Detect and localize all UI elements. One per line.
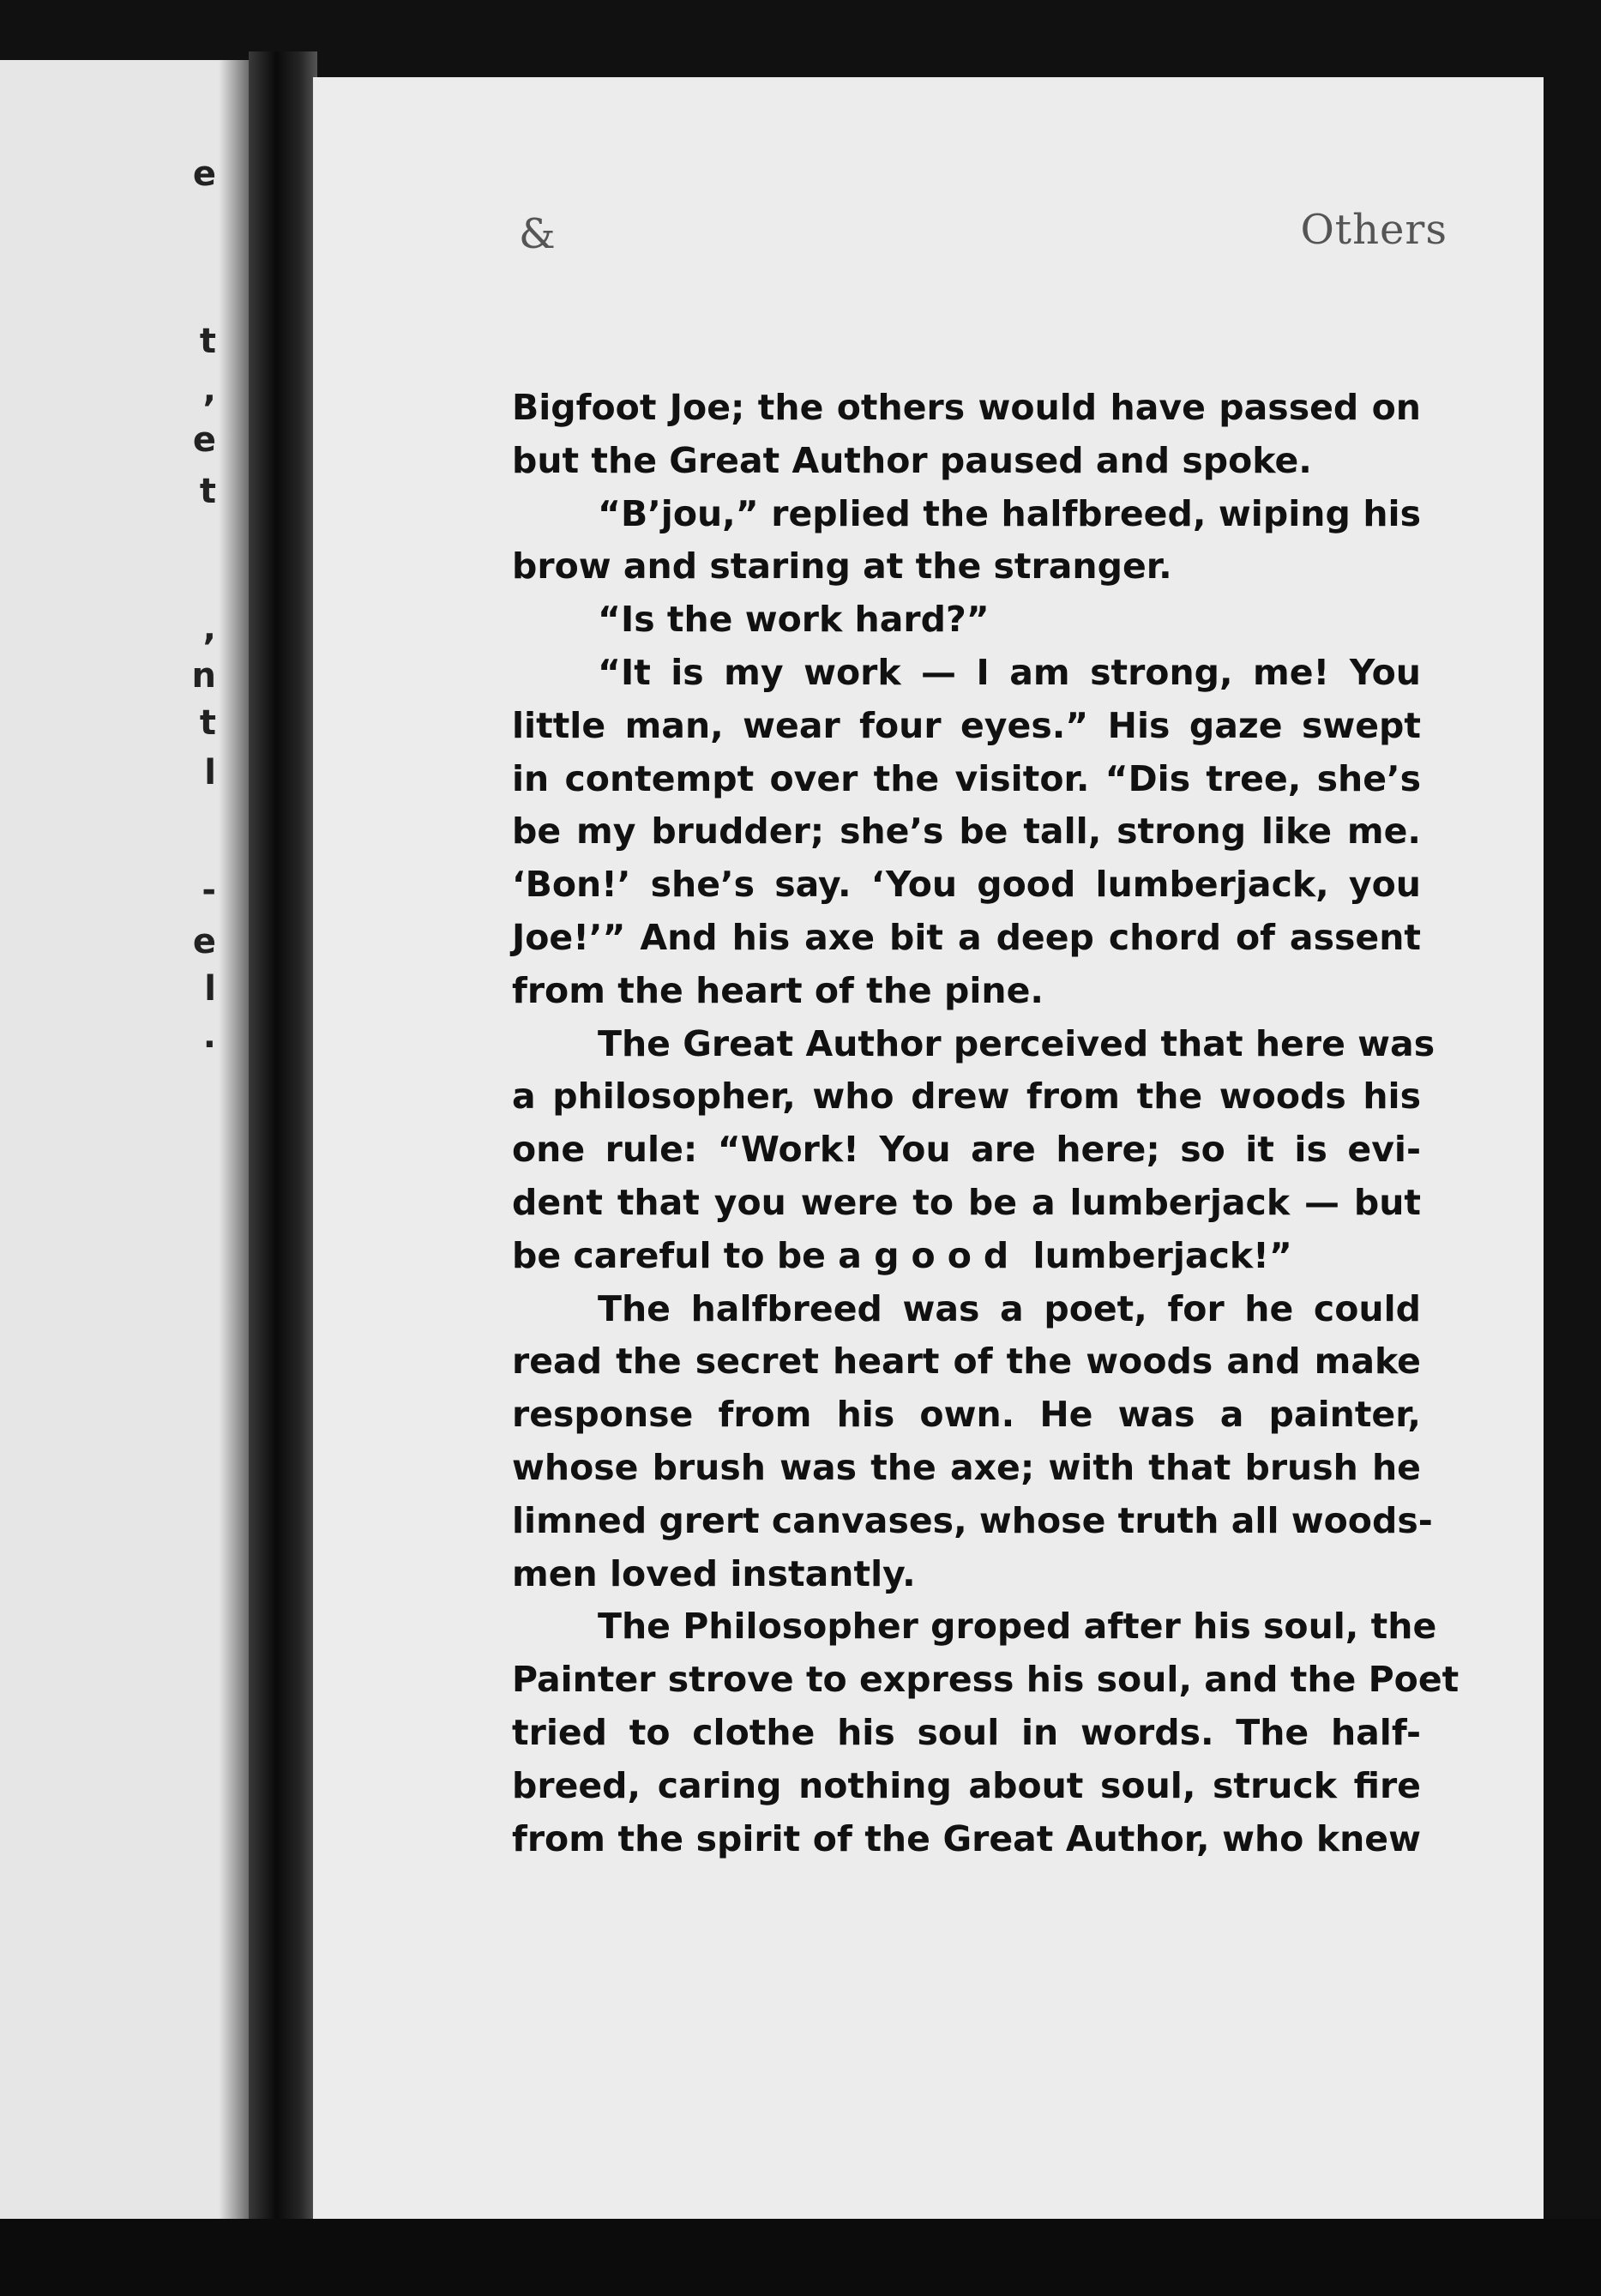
facing-page-fragment: -	[202, 871, 216, 910]
text-line: The halfbreed was a poet, for he could	[598, 1287, 1421, 1329]
text-line: whose brush was the axe; with that brush he	[512, 1446, 1421, 1488]
text-line-part: lumberjack!”	[1032, 1234, 1292, 1276]
book-spine	[249, 51, 317, 2264]
text-line: Painter strove to express his soul, and the Poet	[512, 1659, 1460, 1701]
text-line: a philosopher, who drew from the woods his	[512, 1076, 1421, 1118]
text-line: brow and staring at the stranger.	[512, 545, 1172, 588]
text-line: “Is the work hard?”	[598, 599, 990, 641]
facing-page-fragment: l	[204, 969, 216, 1009]
text-line: men loved instantly.	[512, 1552, 916, 1594]
text-line: little man, wear four eyes.” His gaze swept	[512, 704, 1421, 746]
facing-page-fragment: t	[199, 472, 216, 511]
body-text	[512, 382, 1460, 1865]
text-line: limned grert canvases, whose truth all woods-	[512, 1499, 1433, 1541]
text-line: Joe!’” And his axe bit a deep chord of assent	[512, 916, 1421, 958]
facing-page-fragment: t	[199, 703, 216, 743]
facing-page-fragment: e	[192, 420, 216, 460]
facing-page-fragment: e	[192, 154, 216, 194]
text-line: dent that you were to be a lumberjack — but	[512, 1181, 1421, 1223]
letterspaced-word: good	[874, 1234, 1021, 1276]
text-line: breed, caring nothing about soul, struck fire	[512, 1764, 1421, 1806]
facing-page-fragment: .	[202, 1016, 216, 1056]
text-line: read the secret heart of the woods and make	[512, 1341, 1421, 1383]
text-line: from the spirit of the Great Author, who knew	[512, 1817, 1421, 1859]
gutter-shadow	[219, 60, 249, 2221]
text-line: The Philosopher groped after his soul, the	[598, 1606, 1437, 1648]
text-line: in contempt over the visitor. “Dis tree, she’s	[512, 757, 1421, 799]
book-page	[313, 77, 1544, 2221]
text-line: “It is my work — I am strong, me! You	[598, 651, 1421, 693]
text-line: but the Great Author paused and spoke.	[512, 439, 1312, 481]
facing-page-fragment: t	[199, 322, 216, 361]
facing-page-edge	[0, 60, 249, 2221]
running-head-title: Others	[1300, 206, 1448, 254]
text-line: Bigfoot Joe; the others would have passed on	[512, 387, 1421, 428]
text-line: tried to clothe his soul in words. The half-	[512, 1711, 1421, 1753]
text-line: The Great Author perceived that here was	[598, 1022, 1435, 1064]
text-line: one rule: “Work! You are here; so it is evi-	[512, 1129, 1421, 1171]
facing-page-fragment: ,	[202, 609, 216, 648]
facing-page-fragment: ,	[202, 371, 216, 410]
text-line	[512, 1230, 1421, 1283]
running-head-ampersand: &	[519, 210, 556, 258]
text-line: response from his own. He was a painter,	[512, 1394, 1421, 1436]
facing-page-fragment: l	[204, 753, 216, 792]
text-line: from the heart of the pine.	[512, 969, 1044, 1011]
text-line: be my brudder; she’s be tall, strong like me.	[512, 811, 1421, 853]
facing-page-fragment: e	[192, 922, 216, 961]
facing-page-fragment: n	[191, 656, 216, 696]
text-line: “B’jou,” replied the halfbreed, wiping his	[598, 492, 1421, 534]
text-line-part: be careful to be a	[512, 1234, 862, 1276]
text-line: ‘Bon!’ she’s say. ‘You good lumberjack, you	[512, 864, 1421, 906]
scan-bottom-margin	[0, 2219, 1601, 2296]
